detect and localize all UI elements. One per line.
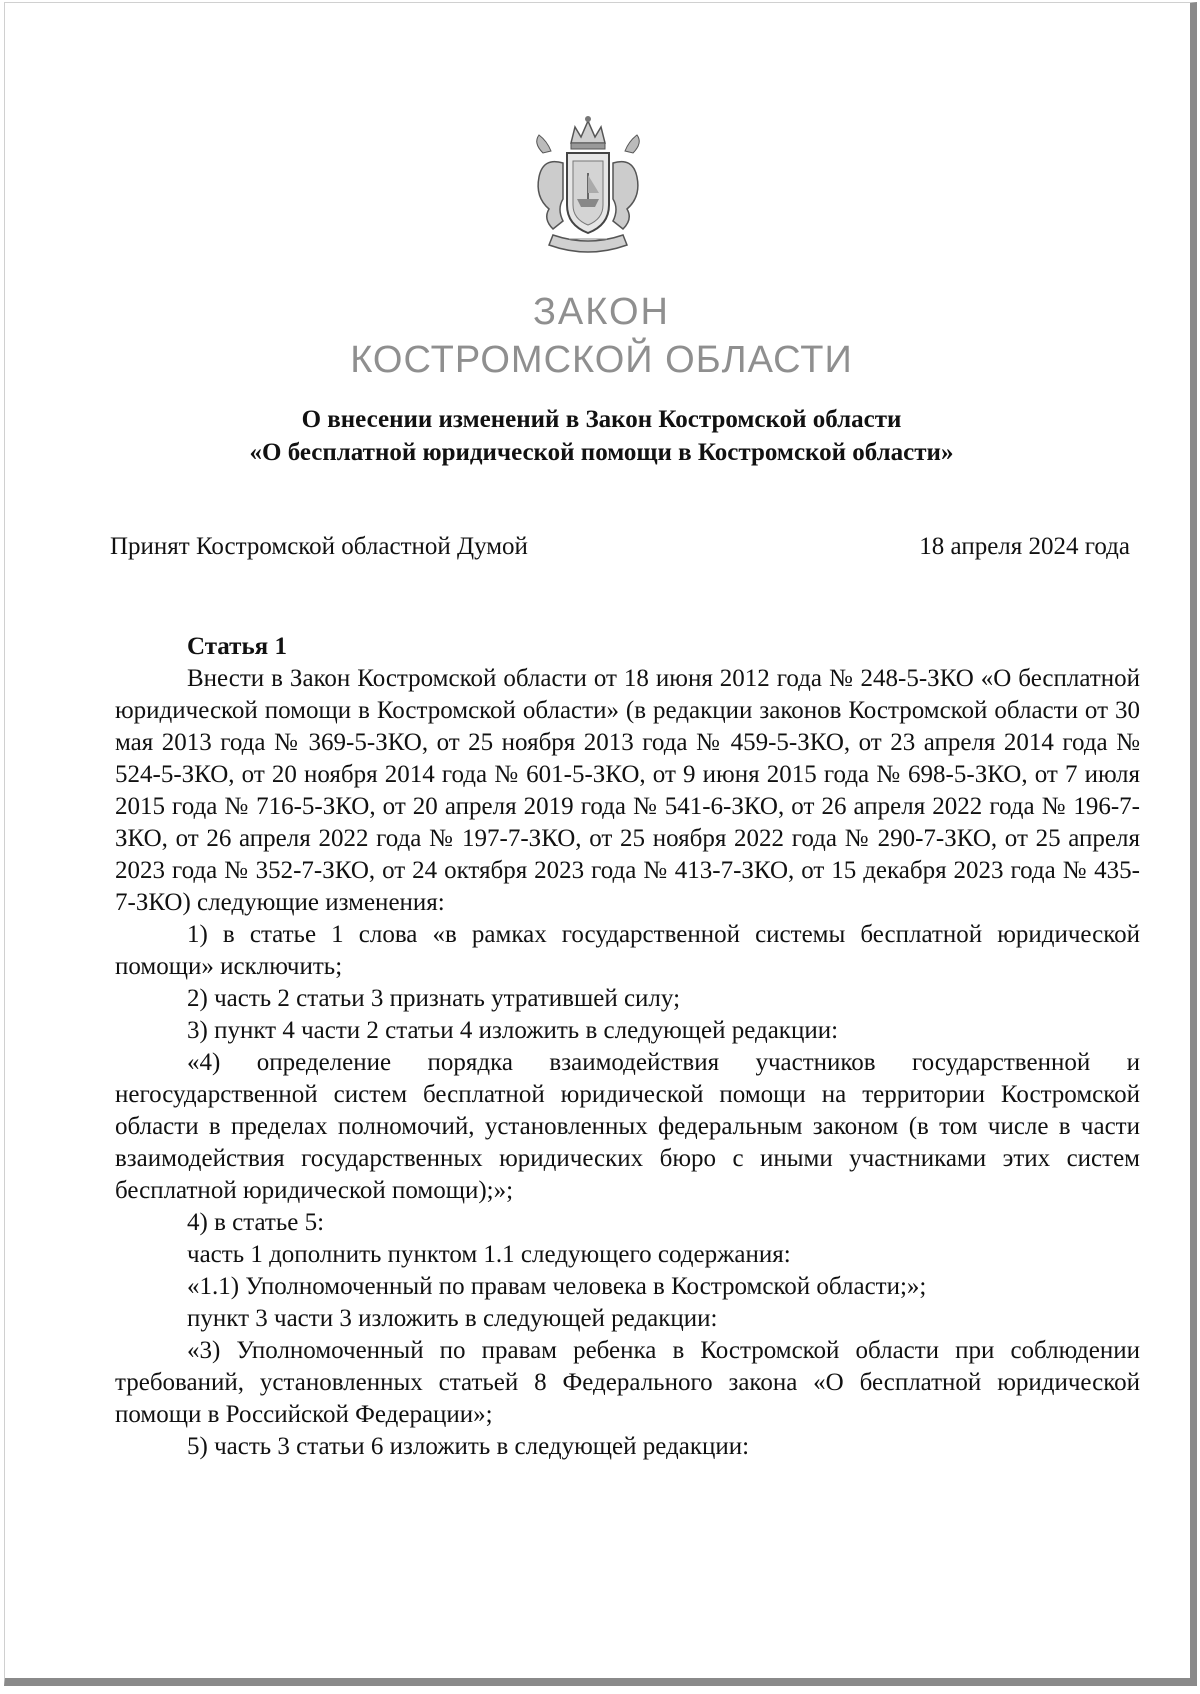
law-subject	[5, 403, 1198, 469]
paragraph: пункт 3 части 3 изложить в следующей редакции:	[187, 1305, 718, 1332]
paragraph: часть 1 дополнить пунктом 1.1 следующего содержания:	[187, 1241, 791, 1268]
paragraph: 1) в статье 1 слова «в рамках государственной системы бесплатной юридической помощи» исключить;	[115, 921, 1140, 980]
paragraph: «3) Уполномоченный по правам ребенка в Костромской области при соблюдении требований, установленных статьей 8 Федерального закона «О бесплатной юридической помощи в Российской Федерации»;	[115, 1337, 1140, 1428]
subject-line-1: О внесении изменений в Закон Костромской области	[301, 406, 902, 433]
document-page	[4, 2, 1197, 1686]
paragraph: 3) пункт 4 части 2 статьи 4 изложить в следующей редакции:	[187, 1017, 839, 1044]
paragraph: 5) часть 3 статьи 6 изложить в следующей редакции:	[187, 1433, 750, 1460]
law-region-title: КОСТРОМСКОЙ ОБЛАСТИ	[350, 339, 853, 381]
law-title: ЗАКОН	[532, 291, 670, 333]
paragraph: «4) определение порядка взаимодействия участников государственной и негосударственной систем бесплатной юридической помощи на территории Костромской области в пределах полномочий, установленных федеральным законом (в том числе в части взаимодействия государственных юридических бюро с иными участниками этих систем бесплатной юридической помощи);»;	[115, 1049, 1140, 1204]
paragraph: Внести в Закон Костромской области от 18 июня 2012 года № 248-5-ЗКО «О бесплатной юридической помощи в Костромской области» (в редакции законов Костромской области от 30 мая 2013 года № 369-5-ЗКО, от 25 ноября 2013 года № 459-5-ЗКО, от 23 апреля 2014 года № 524-5-ЗКО, от 20 ноября 2014 года № 601-5-ЗКО, от 9 июня 2015 года № 698-5-ЗКО, от 7 июля 2015 года № 716-5-ЗКО, от 20 апреля 2019 года № 541-6-ЗКО, от 26 апреля 2022 года № 196-7-ЗКО, от 26 апреля 2022 года № 197-7-ЗКО, от 25 ноября 2022 года № 290-7-ЗКО, от 25 апреля 2023 года № 352-7-ЗКО, от 24 октября 2023 года № 413-7-ЗКО, от 15 декабря 2023 года № 435-7-ЗКО) следующие изменения:	[115, 665, 1140, 916]
coat-of-arms-icon	[513, 113, 663, 263]
article-heading: Статья 1	[187, 633, 287, 660]
paragraph: «1.1) Уполномоченный по правам человека в Костромской области;»;	[187, 1273, 927, 1300]
paragraph: 4) в статье 5:	[187, 1209, 325, 1236]
subject-line-2: «О бесплатной юридической помощи в Костромской области»	[249, 439, 954, 466]
adopted-by: Принят Костромской областной Думой	[110, 533, 528, 560]
adoption-line	[110, 533, 1130, 561]
article-body	[115, 631, 1140, 1463]
paragraph: 2) часть 2 статьи 3 признать утратившей силу;	[187, 985, 681, 1012]
adoption-date: 18 апреля 2024 года	[919, 533, 1130, 560]
